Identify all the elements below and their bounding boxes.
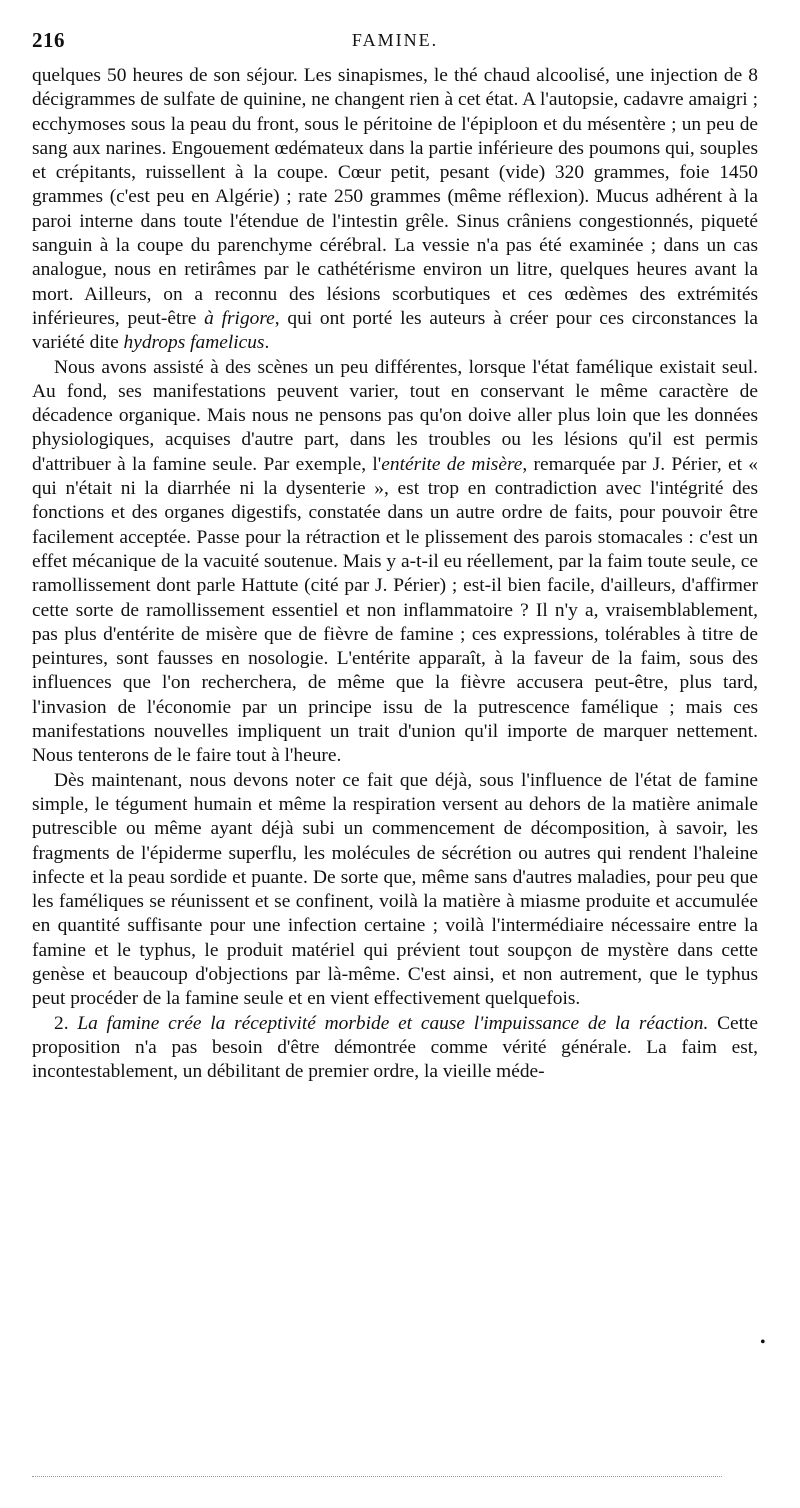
text-segment: Nous avons assisté à des scènes un peu différentes, lorsque l'état famélique existait seul. Au fond, ses manifestations peuvent varier, tout en conservant le même caractère de décadence organique. Mais nous ne pensons pas qu'on doive aller plus loin que les données physiologiques, acquises d'autre part, dans les troubles ou les lésions qu'il est permis d'attribuer à la famine seule. Par exemple, l' — [32, 356, 758, 475]
italic-segment: à frigore — [204, 307, 275, 329]
text-segment: , qui ont porté les auteurs à créer pour ces circonstances la variété dite — [32, 307, 758, 354]
page-header — [32, 28, 758, 54]
text-segment: Dès maintenant, nous devons noter ce fait que déjà, sous l'influence de l'état de famine simple, le tégument humain et même la respiration versent au dehors de la matière animale putrescible ou même ayant déjà subi un commencement de décomposition, à savoir, les fragments de l'épiderme superflu, les molécules de sécrétion ou autres qui rendent l'haleine infecte et la peau sordide et puante. De sorte que, même sans d'autres maladies, pour peu que les faméliques se réunissent et se confinent, voilà la matière à miasme produite et accumulée en quantité suffisante pour une infection certaine ; voilà l'intermédiaire nécessaire entre la famine et le typhus, le produit matériel qui prévient tout soupçon de mystère dans cette genèse et beaucoup d'objections par là-même. C'est ainsi, et non autrement, que le typhus peut procéder de la famine seule et en vient effectivement quelquefois. — [32, 769, 758, 1010]
italic-segment: entérite de misère — [381, 453, 523, 475]
section-heading: La famine crée la réceptivité morbide et cause l'impuissance de la réaction. — [77, 1012, 709, 1034]
bottom-dotted-line — [32, 1476, 722, 1477]
text-segment: , remarquée par J. Périer, et « qui n'était ni la diarrhée ni la dysenterie », est trop en contradiction avec l'intégrité des fonctions et des organes digestifs, constatée dans un autre ordre de faits, pour pouvoir être facilement acceptée. Passe pour la rétraction et le plissement des parois stomacales : c'est un effet mécanique de la vacuité soutenue. Mais y a-t-il eu réellement, par la faim toute seule, ce ramollissement dont parle Hattute (cité par J. Périer) ; est-il bien facile, d'ailleurs, d'affirmer cette sorte de ramollissement essentiel et non inflammatoire ? Il n'y a, vraisemblablement, pas plus d'entérite de misère que de fièvre de famine ; ces expressions, tolérables à titre de peintures, sont fausses en nosologie. L'entérite apparaît, à la faveur de la faim, sous des influences que l'on recherchera, de même que la fièvre accusera peut-être, plus tard, l'invasion de l'économie par un principe issu de la putrescence famélique ; mais ces manifestations nouvelles impliquent un trait d'union qu'il importe de marquer nettement. Nous tenterons de le faire tout à l'heure. — [32, 453, 759, 767]
text-segment: . — [264, 332, 270, 354]
page-number: 216 — [32, 28, 65, 52]
margin-dot: • — [760, 1334, 766, 1351]
book-page — [32, 28, 758, 1084]
section-number: 2. — [54, 1012, 78, 1034]
italic-segment: hydrops famelicus — [123, 332, 265, 354]
paragraph-section-2 — [32, 1012, 758, 1085]
paragraph-des-maintenant — [32, 769, 758, 1012]
text-segment: Cette proposition n'a pas besoin d'être démontrée comme vérité générale. La faim est, incontestablement, un débilitant de premier ordre, la vieille méde- — [32, 1012, 759, 1083]
text-segment: quelques 50 heures de son séjour. Les sinapismes, le thé chaud alcoolisé, une injection de 8 décigrammes de sulfate de quinine, ne changent rien à cet état. A l'autopsie, cadavre amaigri ; ecchymoses sous la peau du front, sous le péritoine de l'épiploon et du mésentère ; un peu de sang aux narines. Engouement œdémateux dans la partie inférieure des poumons qui, souples et crépitants, ruissellent à la coupe. Cœur petit, pesant (vide) 320 grammes, foie 1450 grammes (c'est peu en Algérie) ; rate 250 grammes (même réflexion). Mucus adhérent à la paroi interne dans toute l'étendue de l'intestin grêle. Sinus crâniens congestionnés, piqueté sanguin à la coupe du parenchyme cérébral. La vessie n'a pas été examinée ; dans un cas analogue, nous en retirâmes par le cathétérisme environ un litre, quelques heures avant la mort. Ailleurs, on a reconnu des lésions scorbutiques et ces œdèmes des extrémités inférieures, peut-être — [32, 65, 758, 329]
running-head: FAMINE. — [351, 30, 439, 50]
paragraph-autopsy — [32, 64, 758, 356]
paragraph-enterite — [32, 356, 758, 769]
